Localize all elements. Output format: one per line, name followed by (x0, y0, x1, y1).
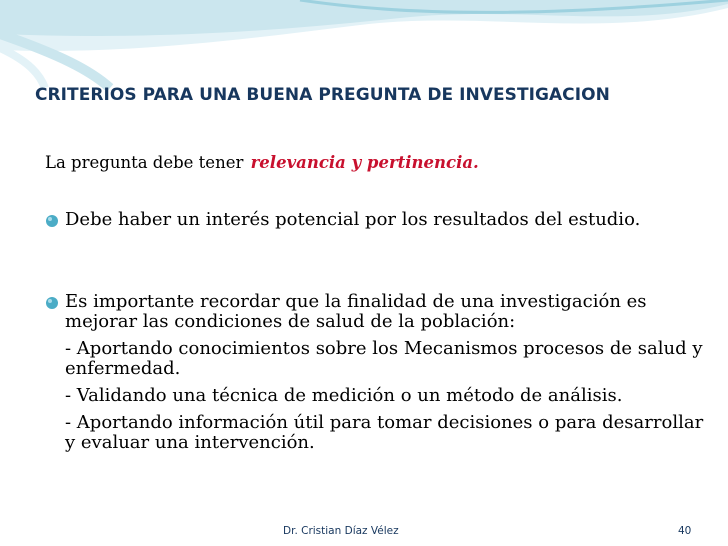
bullet-paragraph: - Validando una técnica de medición o un método de análisis. (65, 385, 623, 406)
footer-author: Dr. Cristian Díaz Vélez (283, 525, 399, 537)
bullet-paragraph: - Aportando conocimientos sobre los Mecanismos procesos de salud y enfermedad. (65, 338, 703, 379)
bullet-paragraph: Es importante recordar que la finalidad de una investigación es mejorar las condiciones de salud de la población: (65, 291, 647, 332)
bullet-item (45, 292, 705, 453)
intro-emphasis: relevancia y pertinencia. (250, 153, 479, 172)
slide-title: CRITERIOS PARA UNA BUENA PREGUNTA DE INVESTIGACION (35, 85, 610, 105)
intro-text: La pregunta debe tener (45, 153, 244, 172)
bullet-paragraph: Debe haber un interés potencial por los resultados del estudio. (65, 209, 641, 230)
header-wave-decoration (0, 0, 728, 90)
bullet-paragraph: - Aportando información útil para tomar decisiones o para desarrollar y evaluar una intervención. (65, 412, 704, 453)
page-number: 40 (678, 525, 692, 537)
bullet-icon (45, 214, 59, 228)
bullet-icon (45, 296, 59, 310)
bullet-item (45, 210, 705, 230)
intro-line (45, 153, 479, 172)
